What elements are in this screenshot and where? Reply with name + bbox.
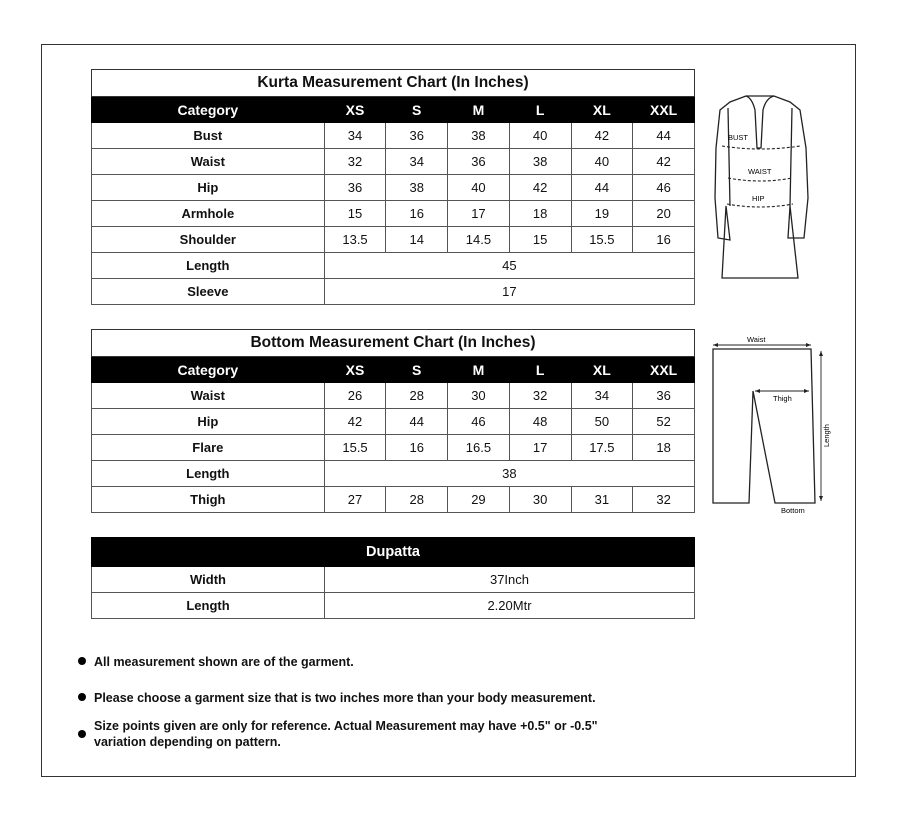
row-label: Waist <box>92 383 325 409</box>
value-cell: 14 <box>386 227 448 253</box>
value-cell: 34 <box>386 149 448 175</box>
column-header: XS <box>324 357 386 383</box>
table-row <box>92 567 695 593</box>
value-cell: 32 <box>324 149 386 175</box>
value-cell: 13.5 <box>324 227 386 253</box>
column-header: XL <box>571 97 633 123</box>
note-text: All measurement shown are of the garment. <box>94 655 354 669</box>
value-cell: 15 <box>324 201 386 227</box>
bullet-icon <box>78 730 86 738</box>
row-label: Hip <box>92 409 325 435</box>
table-row <box>92 149 695 175</box>
value-cell: 31 <box>571 487 633 513</box>
column-header: XXL <box>633 97 695 123</box>
value-cell: 15.5 <box>324 435 386 461</box>
column-header: XXL <box>633 357 695 383</box>
thigh-label: Thigh <box>773 394 792 403</box>
value-cell: 50 <box>571 409 633 435</box>
value-cell: 46 <box>448 409 510 435</box>
note-text: Please choose a garment size that is two inches more than your body measurement. <box>94 691 596 705</box>
kurta-diagram <box>700 88 825 288</box>
value-cell: 14.5 <box>448 227 510 253</box>
value-cell: 52 <box>633 409 695 435</box>
value-cell: 36 <box>633 383 695 409</box>
table-row <box>92 123 695 149</box>
value-cell: 29 <box>448 487 510 513</box>
merged-value-cell: 38 <box>324 461 694 487</box>
table-row <box>92 593 695 619</box>
dupatta-title: Dupatta <box>92 538 695 567</box>
value-cell: 28 <box>386 383 448 409</box>
bust-label: BUST <box>728 133 749 142</box>
value-cell: 20 <box>633 201 695 227</box>
list-item <box>78 690 596 706</box>
dupatta-measurement-table <box>91 537 695 619</box>
table-row <box>92 253 695 279</box>
value-cell: 30 <box>448 383 510 409</box>
table-row <box>92 461 695 487</box>
bullet-icon <box>78 657 86 665</box>
bottom-chart-title: Bottom Measurement Chart (In Inches) <box>92 330 695 357</box>
column-header: XS <box>324 97 386 123</box>
value-cell: 40 <box>448 175 510 201</box>
value-cell: 36 <box>324 175 386 201</box>
value-cell: 44 <box>633 123 695 149</box>
value-cell: 38 <box>448 123 510 149</box>
merged-value-cell: 17 <box>324 279 694 305</box>
row-label: Waist <box>92 149 325 175</box>
length-label: Length <box>822 424 831 447</box>
table-row <box>92 279 695 305</box>
value-cell: 42 <box>509 175 571 201</box>
value-cell: 48 <box>509 409 571 435</box>
value-cell: 15 <box>509 227 571 253</box>
value-cell: 28 <box>386 487 448 513</box>
column-header: S <box>386 357 448 383</box>
column-header: S <box>386 97 448 123</box>
column-header: M <box>448 357 510 383</box>
row-label: Shoulder <box>92 227 325 253</box>
dupatta-length-label: Length <box>92 593 325 619</box>
row-label: Hip <box>92 175 325 201</box>
bottom-label: Bottom <box>781 506 805 515</box>
value-cell: 34 <box>571 383 633 409</box>
value-cell: 17 <box>448 201 510 227</box>
row-label: Length <box>92 253 325 279</box>
column-header: M <box>448 97 510 123</box>
value-cell: 17 <box>509 435 571 461</box>
value-cell: 42 <box>571 123 633 149</box>
value-cell: 26 <box>324 383 386 409</box>
row-label: Sleeve <box>92 279 325 305</box>
bottom-measurement-table <box>91 329 695 513</box>
value-cell: 42 <box>324 409 386 435</box>
value-cell: 30 <box>509 487 571 513</box>
column-header: Category <box>92 97 325 123</box>
kurta-header-row <box>92 97 695 123</box>
column-header: Category <box>92 357 325 383</box>
bullet-icon <box>78 693 86 701</box>
value-cell: 36 <box>386 123 448 149</box>
value-cell: 42 <box>633 149 695 175</box>
waist-label: WAIST <box>748 167 772 176</box>
value-cell: 15.5 <box>571 227 633 253</box>
row-label: Flare <box>92 435 325 461</box>
table-row <box>92 383 695 409</box>
value-cell: 18 <box>509 201 571 227</box>
row-label: Length <box>92 461 325 487</box>
row-label: Thigh <box>92 487 325 513</box>
value-cell: 32 <box>633 487 695 513</box>
value-cell: 44 <box>571 175 633 201</box>
value-cell: 32 <box>509 383 571 409</box>
value-cell: 38 <box>386 175 448 201</box>
table-row <box>92 201 695 227</box>
value-cell: 44 <box>386 409 448 435</box>
table-row <box>92 409 695 435</box>
table-row <box>92 435 695 461</box>
list-item <box>78 654 354 670</box>
waist-label: Waist <box>747 335 766 344</box>
dupatta-length-value: 2.20Mtr <box>325 593 695 619</box>
value-cell: 17.5 <box>571 435 633 461</box>
kurta-title-row <box>92 70 695 97</box>
value-cell: 18 <box>633 435 695 461</box>
bottom-diagram <box>705 335 835 515</box>
list-item <box>78 718 648 750</box>
column-header: XL <box>571 357 633 383</box>
row-label: Armhole <box>92 201 325 227</box>
value-cell: 34 <box>324 123 386 149</box>
value-cell: 40 <box>509 123 571 149</box>
table-row <box>92 175 695 201</box>
value-cell: 16.5 <box>448 435 510 461</box>
note-text: Size points given are only for reference. Actual Measurement may have +0.5" or -0.5" variation depending on pattern. <box>94 719 598 749</box>
table-row <box>92 487 695 513</box>
dupatta-width-value: 37Inch <box>325 567 695 593</box>
hip-label: HIP <box>752 194 765 203</box>
value-cell: 27 <box>324 487 386 513</box>
value-cell: 19 <box>571 201 633 227</box>
value-cell: 16 <box>386 435 448 461</box>
value-cell: 46 <box>633 175 695 201</box>
dupatta-title-row <box>92 538 695 567</box>
value-cell: 36 <box>448 149 510 175</box>
value-cell: 40 <box>571 149 633 175</box>
table-row <box>92 227 695 253</box>
dupatta-width-label: Width <box>92 567 325 593</box>
row-label: Bust <box>92 123 325 149</box>
value-cell: 16 <box>633 227 695 253</box>
kurta-chart-title: Kurta Measurement Chart (In Inches) <box>92 70 695 97</box>
value-cell: 38 <box>509 149 571 175</box>
merged-value-cell: 45 <box>324 253 694 279</box>
column-header: L <box>509 357 571 383</box>
kurta-measurement-table <box>91 69 695 305</box>
bottom-header-row <box>92 357 695 383</box>
column-header: L <box>509 97 571 123</box>
bottom-title-row <box>92 330 695 357</box>
value-cell: 16 <box>386 201 448 227</box>
